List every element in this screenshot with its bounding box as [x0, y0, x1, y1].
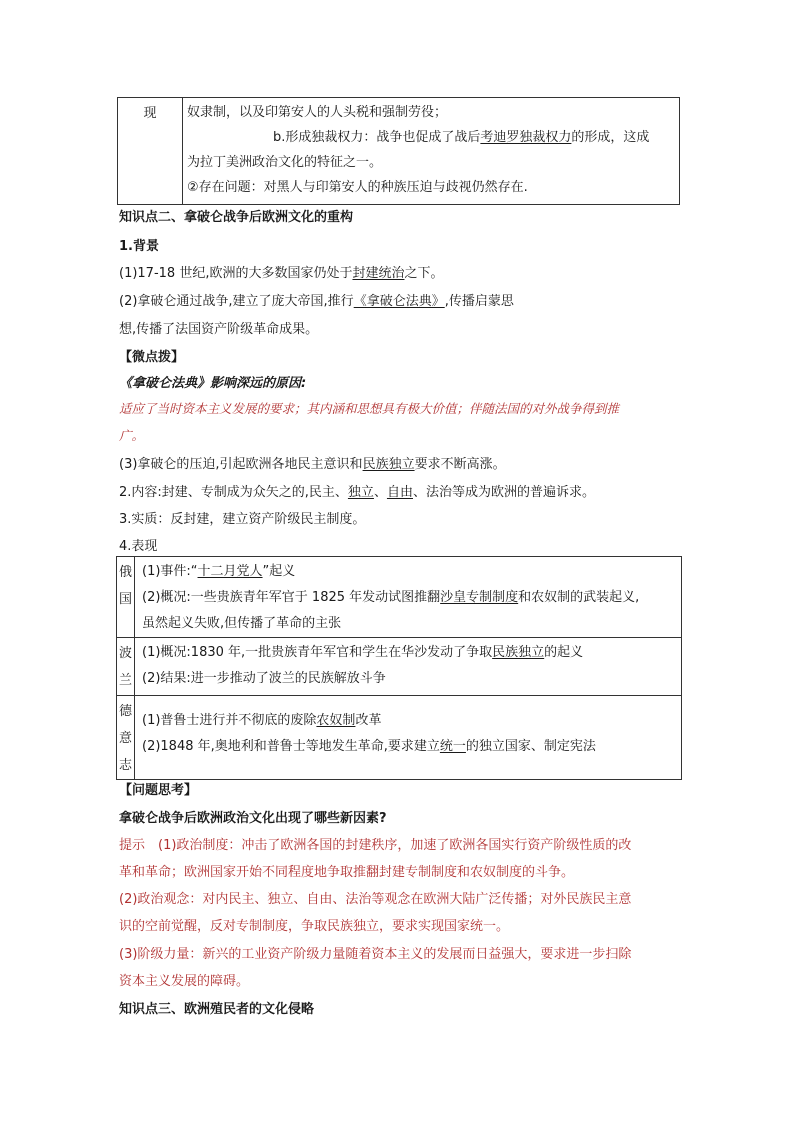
tip-label: 【微点拨】 [119, 350, 185, 365]
underlined-term: 独立 [347, 485, 374, 500]
text-line: 为拉丁美洲政治文化的特征之一。 [187, 155, 383, 170]
paragraph [119, 262, 444, 281]
text-line: (2)结果:进一步推动了波兰的民族解放斗争 [142, 671, 386, 686]
section-title: 知识点三、欧洲殖民者的文化侵略 [119, 1002, 315, 1017]
text-span: 、法治等成为欧洲的普遍诉求。 [412, 485, 595, 500]
underlined-term: 《拿破仑法典》 [353, 294, 445, 309]
text-span: 2.内容:封建、专制成为众矢之的,民主、 [119, 485, 348, 500]
text-span: (2)概况:一些贵族青年军官于 1825 年发动试图推翻 [142, 590, 441, 605]
answer-text: 资本主义发展的障碍。 [119, 974, 250, 989]
answer-text: 识的空前觉醒，反对专制制度，争取民族独立，要求实现国家统一。 [119, 919, 510, 934]
label-char: 兰 [118, 673, 132, 688]
text-span: 的起义 [544, 645, 584, 660]
answer-text: 革和革命；欧洲国家开始不同程度地争取推翻封建专制制度和农奴制度的斗争。 [119, 865, 575, 880]
label-char: 志 [118, 758, 132, 773]
section-title: 知识点二、拿破仑战争后欧洲文化的重构 [119, 210, 354, 225]
text-span: 要求不断高涨。 [414, 457, 506, 472]
text-span: (2)拿破仑通过战争,建立了庞大帝国,推行 [119, 294, 354, 309]
subsection-title: 1.背景 [119, 239, 159, 254]
underlined-term: 考迪罗独裁权力 [480, 130, 572, 145]
answer-text: (3)阶级力量：新兴的工业资产阶级力量随着资本主义的发展而日益强大，要求进一步扫除 [119, 947, 632, 962]
text-span: (2)1848 年,奥地利和普鲁士等地发生革命,要求建立 [142, 739, 440, 754]
text-span: b.形成独裁权力：战争也促成了战后 [273, 130, 481, 145]
text-line: 奴隶制，以及印第安人的人头税和强制劳役； [187, 105, 448, 120]
row-content-poland [135, 638, 682, 696]
text-line [142, 734, 681, 760]
text-line [187, 125, 675, 150]
text-span: (1)事件:“ [142, 564, 198, 579]
label-char: 德 [118, 704, 132, 719]
label-char: 意 [118, 731, 132, 746]
text-span: 的独立国家、制定宪法 [465, 739, 596, 754]
table-cell-content [183, 98, 680, 205]
underlined-term: 民族独立 [492, 645, 545, 660]
text-line: 虽然起义失败,但传播了革命的主张 [142, 616, 342, 631]
underlined-term: 封建统治 [352, 266, 405, 281]
underlined-term: 民族独立 [362, 457, 415, 472]
row-content-russia [135, 557, 682, 638]
text-span: ,传播启蒙思 [444, 294, 514, 309]
text-span: 和农奴制的武装起义, [518, 590, 640, 605]
paragraph [119, 481, 595, 500]
table-row-header: 现 [118, 98, 183, 205]
label-char: 国 [118, 592, 132, 607]
text-span: 改革 [355, 713, 382, 728]
underlined-term: 自由 [386, 485, 413, 500]
top-continuation-table [117, 97, 680, 205]
text-line [142, 708, 681, 734]
label-char: 俄 [118, 565, 132, 580]
paragraph [119, 290, 514, 309]
text-span: ”起义 [262, 564, 296, 579]
manifestation-table [116, 556, 682, 780]
text-line [142, 559, 681, 585]
text-line [142, 640, 681, 666]
text-span: (1)17-18 世纪,欧洲的大多数国家仍处于 [119, 266, 353, 281]
underlined-term: 十二月党人 [197, 564, 263, 579]
text-span: 的形成，这成 [571, 130, 650, 145]
tip-text: 广。 [119, 428, 145, 443]
tip-title: 《拿破仑法典》影响深远的原因: [119, 376, 307, 391]
answer-text: 提示 (1)政治制度：冲击了欧洲各国的封建秩序，加速了欧洲各国实行资产阶级性质的改 [119, 838, 632, 853]
paragraph: 4.表现 [119, 539, 158, 554]
underlined-term: 统一 [439, 739, 466, 754]
text-line [142, 585, 681, 611]
text-span: 、 [373, 485, 387, 500]
underlined-term: 农奴制 [316, 713, 356, 728]
row-label-poland [117, 638, 135, 696]
label-char: 波 [118, 646, 132, 661]
underlined-term: 沙皇专制制度 [440, 590, 519, 605]
text-span: 之下。 [404, 266, 444, 281]
paragraph: 3.实质：反封建，建立资产阶级民主制度。 [119, 512, 366, 527]
row-content-germany [135, 696, 682, 780]
question-text: 拿破仑战争后欧洲政治文化出现了哪些新因素? [119, 811, 387, 826]
tip-text: 适应了当时资本主义发展的要求；其内涵和思想具有极大价值；伴随法国的对外战争得到推 [119, 401, 620, 416]
question-label: 【问题思考】 [119, 783, 198, 798]
text-span: (1)普鲁士进行并不彻底的废除 [142, 713, 317, 728]
paragraph [119, 453, 506, 472]
text-span: (1)概况:1830 年,一批贵族青年军官和学生在华沙发动了争取 [142, 645, 493, 660]
row-label-russia [117, 557, 135, 638]
text-line: ②存在问题：对黑人与印第安人的种族压迫与歧视仍然存在. [187, 180, 528, 195]
text-span: (3)拿破仑的压迫,引起欧洲各地民主意识和 [119, 457, 363, 472]
row-label-germany [117, 696, 135, 780]
paragraph: 想,传播了法国资产阶级革命成果。 [119, 322, 319, 337]
answer-text: (2)政治观念：对内民主、独立、自由、法治等观念在欧洲大陆广泛传播；对外民族民主意 [119, 892, 632, 907]
